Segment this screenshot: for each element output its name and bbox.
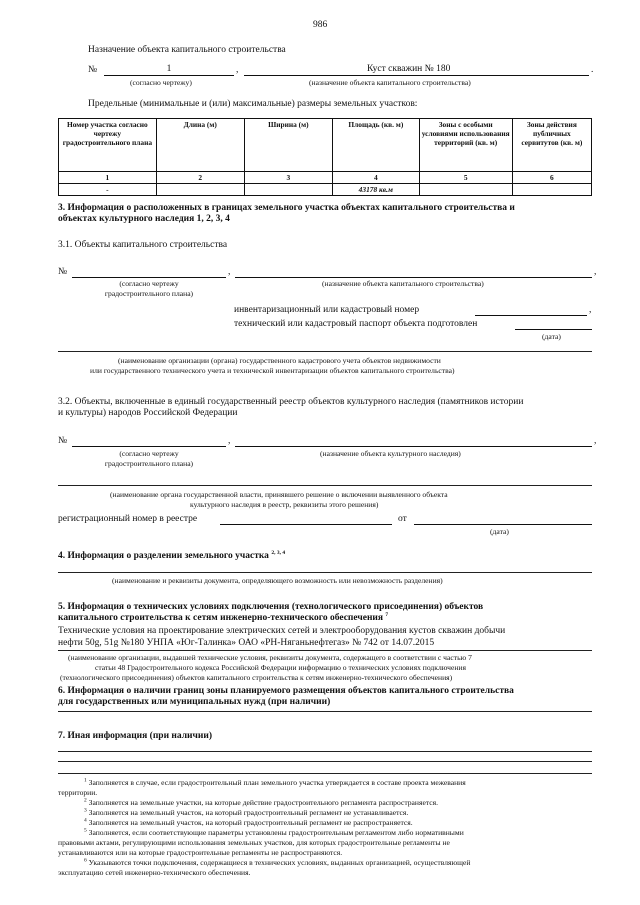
section-5-title-line1: 5. Информация о технических условиях подключения (технологического присоединения) объектов — [58, 602, 484, 612]
comma: , — [594, 267, 597, 277]
caption-org-line2: или государственного технического учета и технической инвентаризации объектов капитального строительства) — [90, 366, 455, 375]
footnotes-divider — [58, 773, 592, 774]
object-name: Куст скважин № 180 — [367, 64, 451, 74]
limits-label: Предельные (минимальные и (или) максимальные) размеры земельных участков: — [88, 99, 418, 109]
caption-authority-line1: (наименование органа государственной власти, принявшего решение о включении выявленного объекта — [110, 490, 448, 499]
footnote-6-line2: эксплуатацию сетей инженерно-технического обеспечения. — [58, 868, 251, 877]
caption-drawing-line1: (согласно чертежу — [119, 449, 179, 458]
table-header-cell: Номер участка согласно чертежу градостроительного плана — [59, 119, 157, 172]
section-5-value-line1: Технические условия на проектирование электрических сетей и электрооборудования кустов скважин добычи — [58, 626, 506, 636]
footnote-4: $^4$ Заполняется на земельный участок, на который градостроительный регламент не распространяется. — [84, 817, 413, 827]
object-number: 1 — [166, 64, 172, 74]
table-header-cell: Длина (м) — [156, 119, 244, 172]
footnote-6-line1: $^6$ Указываются точки подключения, содержащиеся в технических условиях, выданных организацией, осуществляющей — [84, 857, 471, 867]
caption-org-line1: (наименование организации (органа) государственного кадастрового учета объектов недвижимости — [118, 356, 441, 365]
table-cell: - — [59, 184, 157, 196]
registry-underline — [220, 524, 392, 525]
table-index-row — [59, 172, 592, 184]
table-cell: 1 — [59, 172, 157, 184]
footnote-5-line3: устанавливаются или на которые градостроительные регламенты не распространяются. — [58, 848, 343, 857]
comma: , — [236, 65, 239, 75]
footnote-2: $^2$ Заполняется на земельные участки, на которые действие градостроительного регламента распространяется. — [84, 797, 438, 807]
table-cell: 4 — [333, 172, 420, 184]
section-6-title-line2: для государственных или муниципальных нужд (при наличии) — [58, 697, 331, 707]
page-number: 986 — [313, 20, 328, 30]
heritage-name-underline — [235, 446, 592, 447]
section-4-title: 4. Информация о разделении земельного участка $^{2, 3, 4}$ — [58, 549, 286, 561]
registry-label: регистрационный номер в реестре — [58, 514, 198, 524]
section-7-underline-2 — [58, 761, 592, 762]
caption-drawing: (согласно чертежу) — [130, 78, 192, 87]
section-3-2-title-line1: 3.2. Объекты, включенные в единый государственный реестр объектов культурного наследия (памятников истории — [58, 397, 524, 407]
table-header-cell: Зоны с особыми условиями использования территорий (кв. м) — [419, 119, 512, 172]
footnote-1-line2: территории. — [58, 788, 98, 797]
section-3-title-line1: 3. Информация о расположенных в границах земельного участка объектах капитального строительства и — [58, 203, 515, 213]
footnote-1-line1: $^1$ Заполняется в случае, если градостроительный план земельного участка утверждается в составе проекта межевания — [84, 777, 466, 787]
section-3-title-line2: объектах культурного наследия 1, 2, 3, 4 — [58, 214, 230, 224]
table-header-cell: Зоны действия публичных сервитутов (кв. м) — [512, 119, 591, 172]
parameters-table — [58, 118, 592, 196]
section-4-caption: (наименование и реквизиты документа, определяющего возможность или невозможность разделения) — [112, 576, 443, 585]
table-cell: 6 — [512, 172, 591, 184]
from-label: от — [398, 514, 407, 524]
table-cell — [156, 184, 244, 196]
passport-underline — [515, 329, 592, 330]
comma: , — [228, 267, 231, 277]
table-cell — [512, 184, 591, 196]
table-cell-area: 43178 кв.м — [333, 184, 420, 196]
inventory-label: инвентаризационный или кадастровый номер — [234, 305, 420, 315]
table-header-cell: Площадь (кв. м) — [333, 119, 420, 172]
table-cell: 2 — [156, 172, 244, 184]
inventory-underline — [475, 315, 587, 316]
caption-object-name: (назначение объекта капитального строительства) — [322, 279, 484, 288]
caption-date: (дата) — [542, 332, 561, 341]
authority-underline — [58, 485, 592, 486]
table-cell — [419, 184, 512, 196]
section-4-footnote-ref: 2, 3, 4 — [271, 549, 286, 556]
number-underline — [104, 75, 234, 76]
section-7-underline-1 — [58, 751, 592, 752]
section-5-title-line2: капитального строительства к сетям инженерно-технического обеспечения $^7$ — [58, 611, 389, 623]
caption-drawing-line2: градостроительного плана) — [104, 289, 194, 298]
footnote-5-line2: правовыми актами, регулирующими использования земельных участков, для которых градостроительные регламенты не — [58, 838, 450, 847]
section-5-caption-line2: статьи 48 Градостроительного кодекса Российской Федерации информацию о технических условиях подключения — [95, 663, 466, 672]
caption-drawing-line1: (согласно чертежу — [119, 279, 179, 288]
number-sign: № — [58, 436, 68, 446]
caption-object-name: (назначение объекта капитального строительства) — [309, 78, 471, 87]
number-underline — [72, 446, 226, 447]
object-name-underline — [235, 277, 592, 278]
section-5-footnote-ref: 7 — [385, 611, 389, 618]
section-5-value-line2: нефти 50g, 51g №180 УНПА «Юг-Талинка» ОАО «РН-Няганьнефтегаз» № 742 от 14.07.2015 — [58, 638, 435, 648]
section-6-title-line1: 6. Информация о наличии границ зоны планируемого размещения объектов капитального строительства — [58, 686, 514, 696]
caption-date: (дата) — [490, 527, 509, 536]
caption-drawing-line2: градостроительного плана) — [104, 459, 194, 468]
comma: , — [594, 436, 597, 446]
table-row — [59, 184, 592, 196]
footnote-5-line1: $^5$ Заполняется, если соответствующие параметры установлены градостроительным регламентом либо нормативными — [84, 827, 464, 837]
section-5-caption-line1: (наименование организации, выдавшей технические условия, реквизиты документа, содержащего в соответствии с частью 7 — [68, 653, 472, 662]
section-7-title: 7. Иная информация (при наличии) — [58, 731, 213, 741]
section-3-2-title-line2: и культуры) народов Российской Федерации — [58, 408, 238, 418]
number-sign: № — [88, 65, 98, 75]
section-3-1-title: 3.1. Объекты капитального строительства — [58, 240, 228, 250]
passport-label: технический или кадастровый паспорт объекта подготовлен — [234, 319, 478, 329]
comma: , — [228, 436, 231, 446]
registry-date-underline — [414, 524, 592, 525]
footnote-3: $^3$ Заполняется на земельный участок, на который градостроительный регламент не устанавливается. — [84, 807, 409, 817]
comma: . — [591, 65, 594, 75]
comma: , — [589, 305, 592, 315]
section-5-underline — [58, 650, 592, 651]
table-header-row — [59, 119, 592, 172]
org-underline — [58, 351, 592, 352]
table-header-cell: Ширина (м) — [244, 119, 332, 172]
object-name-underline — [244, 75, 589, 76]
purpose-label: Назначение объекта капитального строительства — [88, 45, 286, 55]
caption-heritage-name: (назначение объекта культурного наследия) — [320, 449, 461, 458]
section-4-underline — [58, 572, 592, 573]
table-cell: 3 — [244, 172, 332, 184]
table-cell — [244, 184, 332, 196]
number-sign: № — [58, 267, 68, 277]
section-6-underline — [58, 711, 592, 712]
section-5-caption-line3: (технологического присоединения) объектов капитального строительства к сетям инженерно-технического обеспечения) — [60, 673, 453, 682]
number-underline — [72, 277, 226, 278]
caption-authority-line2: культурного наследия в реестр, реквизиты этого решения) — [190, 500, 379, 509]
table-cell: 5 — [419, 172, 512, 184]
